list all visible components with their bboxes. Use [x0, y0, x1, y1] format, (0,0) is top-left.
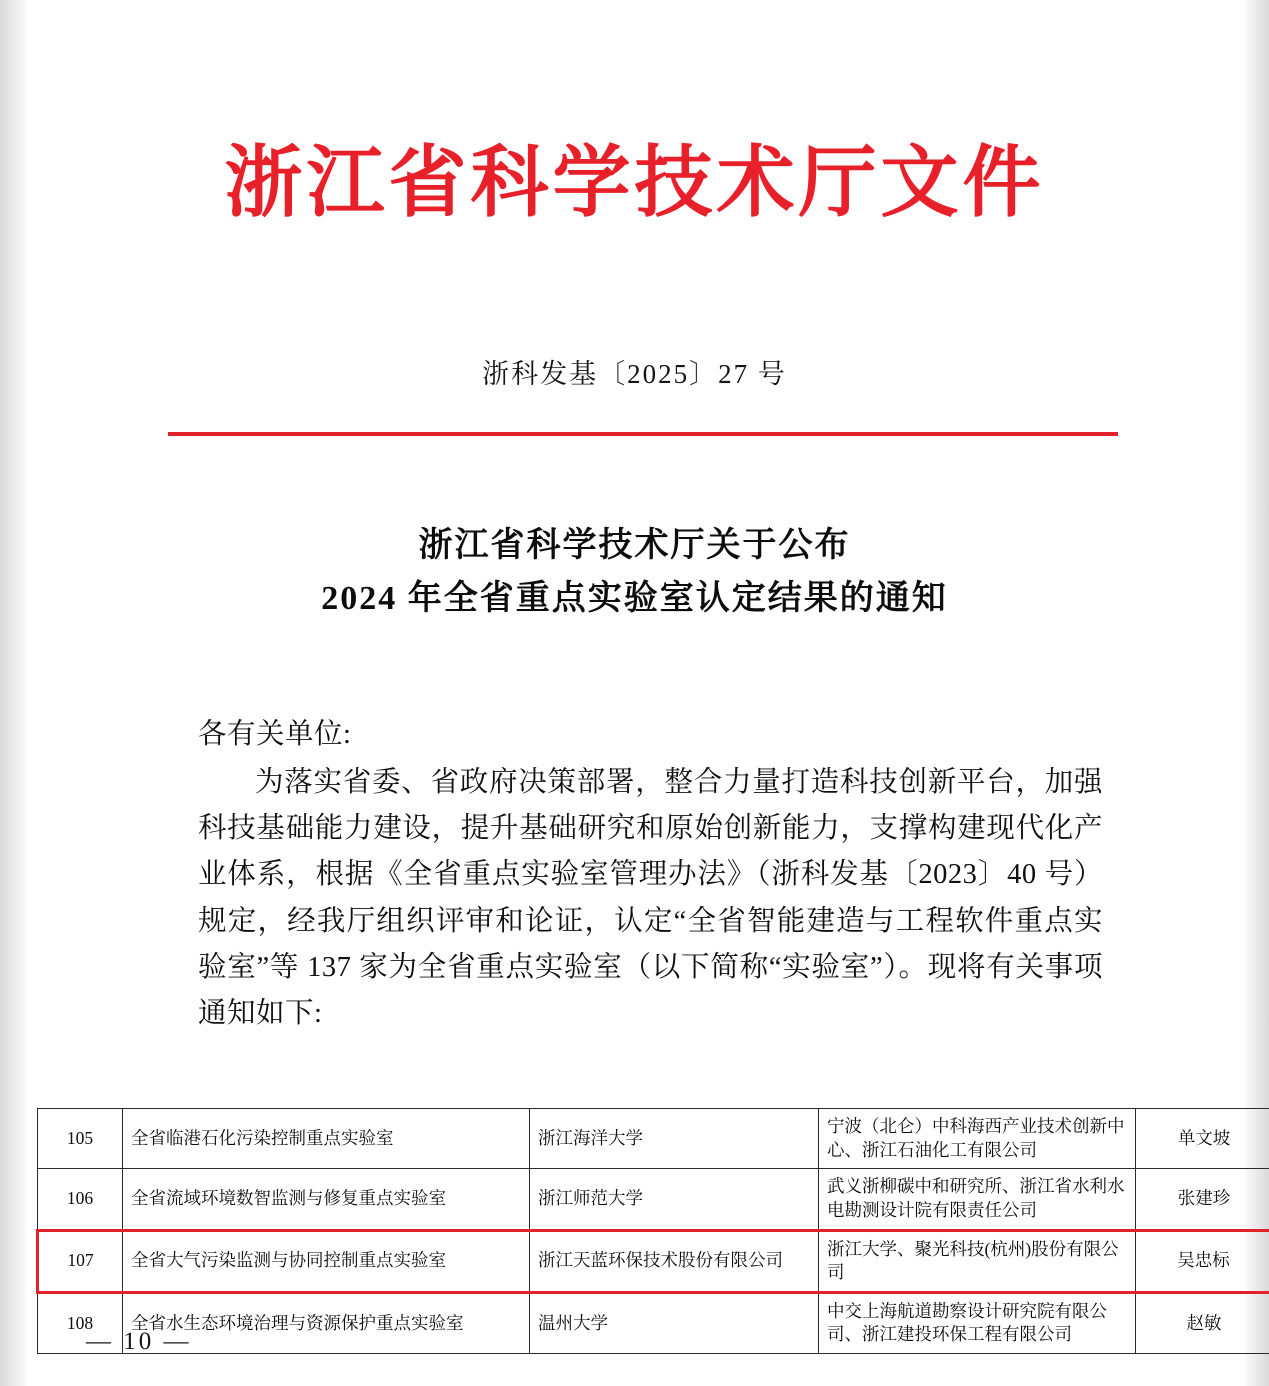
document-title: 浙江省科学技术厅文件: [224, 137, 1045, 228]
row-host-unit: 浙江师范大学: [530, 1169, 819, 1230]
document-number: 浙科发基〔2025〕27 号: [482, 359, 787, 389]
row-number: 105: [38, 1109, 123, 1169]
table-row: [38, 1109, 1269, 1169]
row-cooperators: 浙江大学、聚光科技(杭州)股份有限公司: [819, 1230, 1136, 1292]
row-person: 单文坡: [1136, 1109, 1269, 1169]
table-row: [38, 1169, 1269, 1230]
row-lab-name: 全省水生态环境治理与资源保护重点实验室: [123, 1292, 530, 1353]
row-number: 108: [38, 1292, 123, 1353]
row-host-unit: 温州大学: [530, 1292, 819, 1353]
row-cooperators: 中交上海航道勘察设计研究院有限公司、浙江建投环保工程有限公司: [819, 1292, 1136, 1353]
page-number: — 10 —: [86, 1328, 192, 1355]
row-cooperators: 武义浙柳碳中和研究所、浙江省水利水电勘测设计院有限责任公司: [819, 1169, 1136, 1230]
row-lab-name: 全省临港石化污染控制重点实验室: [123, 1109, 530, 1169]
row-lab-name: 全省流域环境数智监测与修复重点实验室: [123, 1169, 530, 1230]
row-lab-name: 全省大气污染监测与协同控制重点实验室: [123, 1230, 530, 1292]
row-cooperators: 宁波（北仑）中科海西产业技术创新中心、浙江石油化工有限公司: [819, 1109, 1136, 1169]
notice-subject: [0, 520, 1269, 625]
results-table: [36, 1108, 1269, 1354]
row-person: 张建珍: [1136, 1169, 1269, 1230]
body-paragraph-1: 为落实省委、省政府决策部署，整合力量打造科技创新平台，加强科技基础能力建设，提升基础研究和原始创新能力，支撑构建现代化产业体系，根据《全省重点实验室管理办法》（浙科发基〔2023〕40 号）规定，经我厅组织评审和论证，认定“全省智能建造与工程软件重点实验室”等 137 家为全省重点实验室（以下简称“实验室”）。现将有关事项通知如下:: [198, 767, 1103, 1029]
notice-body: [198, 712, 1103, 1039]
notice-subject-line-1: 浙江省科学技术厅关于公布: [418, 527, 851, 564]
row-person: 吴忠标: [1136, 1230, 1269, 1292]
row-number: 106: [38, 1169, 123, 1230]
red-divider-rule: [168, 432, 1118, 436]
salutation: 各有关单位:: [198, 719, 352, 750]
table-row: [38, 1292, 1269, 1353]
results-table-body: [38, 1109, 1269, 1354]
notice-subject-line-2: 2024 年全省重点实验室认定结果的通知: [321, 579, 948, 617]
results-table-container: [36, 1108, 1231, 1354]
row-number: 107: [38, 1230, 123, 1292]
row-person: 赵敏: [1136, 1292, 1269, 1353]
row-host-unit: 浙江海洋大学: [530, 1109, 819, 1169]
row-host-unit: 浙江天蓝环保技术股份有限公司: [530, 1230, 819, 1292]
table-row-highlighted: [38, 1230, 1269, 1292]
